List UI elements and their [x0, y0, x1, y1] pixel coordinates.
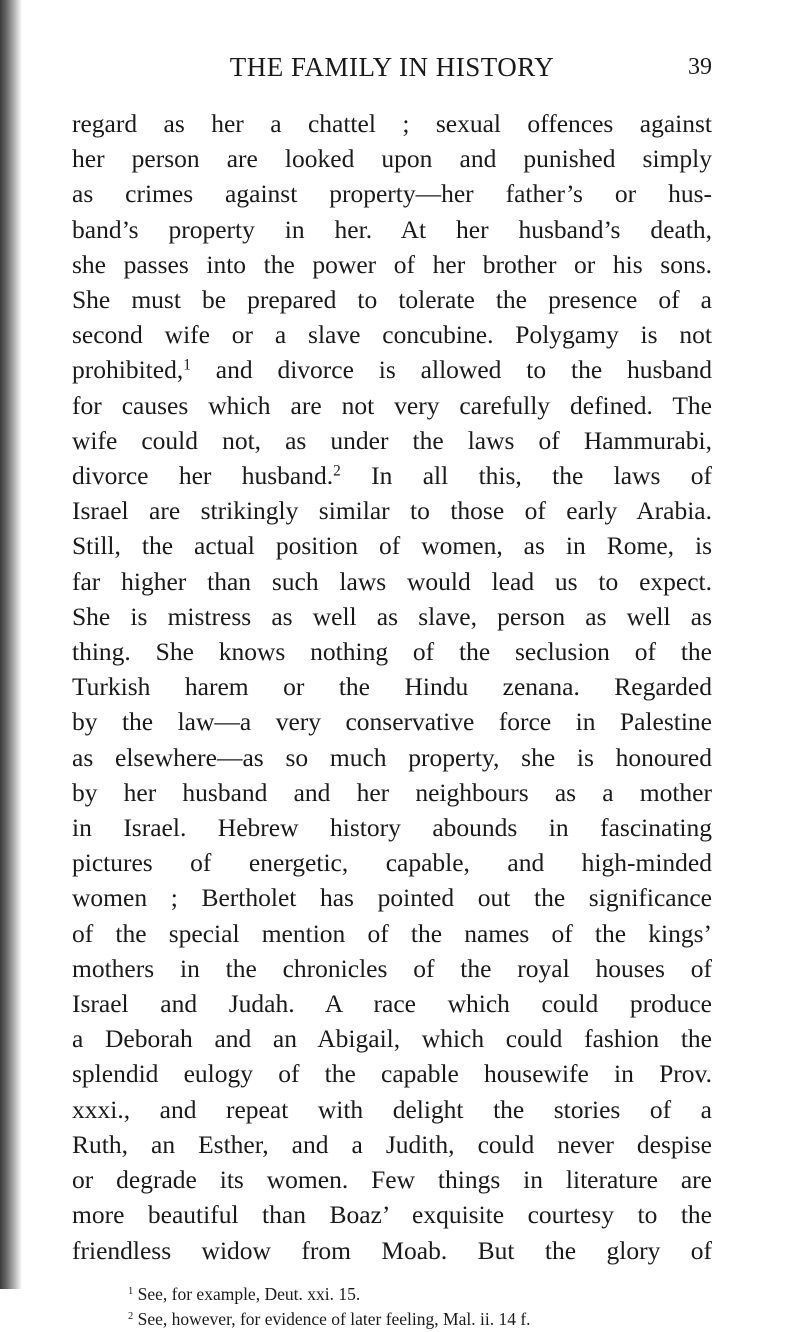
text-line: thing. She knows nothing of the seclusion of the — [72, 637, 712, 667]
text-line: friendless widow from Moab. But the glory of — [72, 1235, 712, 1265]
text-line: she passes into the power of her brother or his sons. — [72, 249, 712, 279]
text-line: xxxi., and repeat with delight the stories of a — [72, 1094, 712, 1124]
running-title: THE FAMILY IN HISTORY — [229, 52, 555, 82]
book-spine-shadow — [0, 0, 22, 1289]
footnote-mark: 1 — [128, 1285, 134, 1297]
text-fragment: divorce her husband. — [72, 461, 334, 491]
body-text — [72, 106, 712, 1268]
page-number: 39 — [688, 54, 712, 80]
text-line: or degrade its women. Few things in literature are — [72, 1165, 712, 1195]
text-line: splendid eulogy of the capable housewife in Prov. — [72, 1059, 712, 1089]
text-line: pictures of energetic, capable, and high-minded — [72, 848, 712, 878]
text-line: regard as her a chattel ; sexual offences against — [72, 109, 712, 138]
text-line: a Deborah and an Abigail, which could fashion the — [72, 1024, 712, 1054]
text-fragment: and divorce is allowed to the husband — [215, 355, 713, 385]
running-head — [72, 52, 712, 92]
footnotes — [72, 1282, 712, 1332]
text-line: as crimes against property—her father’s or hus- — [72, 179, 712, 209]
text-line: wife could not, as under the laws of Hammurabi, — [72, 425, 712, 455]
text-line: of the special mention of the names of the kings’ — [72, 918, 712, 948]
text-line: more beautiful than Boaz’ exquisite courtesy to the — [72, 1200, 712, 1230]
text-line: far higher than such laws would lead us to expect. — [72, 566, 712, 596]
footnote-ref-2: 2 — [333, 462, 341, 480]
text-line: second wife or a slave concubine. Polygamy is not — [72, 320, 712, 350]
text-line-with-footnote — [72, 352, 712, 387]
text-line: for causes which are not very carefully defined. The — [72, 390, 712, 420]
footnote-ref-1: 1 — [183, 357, 191, 375]
book-page — [72, 52, 712, 1332]
footnote-text: See, however, for evidence of later feeling, Mal. ii. 14 f. — [137, 1308, 531, 1329]
text-line: Israel are strikingly similar to those of early Arabia. — [72, 496, 712, 526]
text-line-with-footnote — [72, 458, 712, 493]
footnote-2 — [128, 1307, 712, 1332]
footnote-mark: 2 — [128, 1310, 134, 1322]
text-line: Israel and Judah. A race which could produce — [72, 989, 712, 1019]
text-line: She must be prepared to tolerate the presence of a — [72, 285, 712, 315]
text-line: as elsewhere—as so much property, she is honoured — [72, 742, 712, 772]
text-line: Ruth, an Esther, and a Judith, could never despise — [72, 1129, 712, 1159]
text-line: in Israel. Hebrew history abounds in fascinating — [72, 813, 712, 843]
text-line: women ; Bertholet has pointed out the significance — [72, 883, 712, 913]
text-line: Still, the actual position of women, as in Rome, is — [72, 531, 712, 561]
text-fragment: prohibited, — [72, 355, 184, 385]
text-line: by the law—a very conservative force in Palestine — [72, 707, 712, 737]
footnote-1 — [128, 1282, 712, 1307]
footnote-text: See, for example, Deut. xxi. 15. — [137, 1283, 361, 1304]
text-line: mothers in the chronicles of the royal houses of — [72, 953, 712, 983]
text-fragment: In all this, the laws of — [371, 461, 712, 491]
text-line: Turkish harem or the Hindu zenana. Regarded — [72, 672, 712, 702]
text-line: She is mistress as well as slave, person as well as — [72, 601, 712, 631]
text-line: band’s property in her. At her husband’s death, — [72, 214, 712, 244]
text-line: her person are looked upon and punished simply — [72, 144, 712, 174]
text-line: by her husband and her neighbours as a mother — [72, 777, 712, 807]
